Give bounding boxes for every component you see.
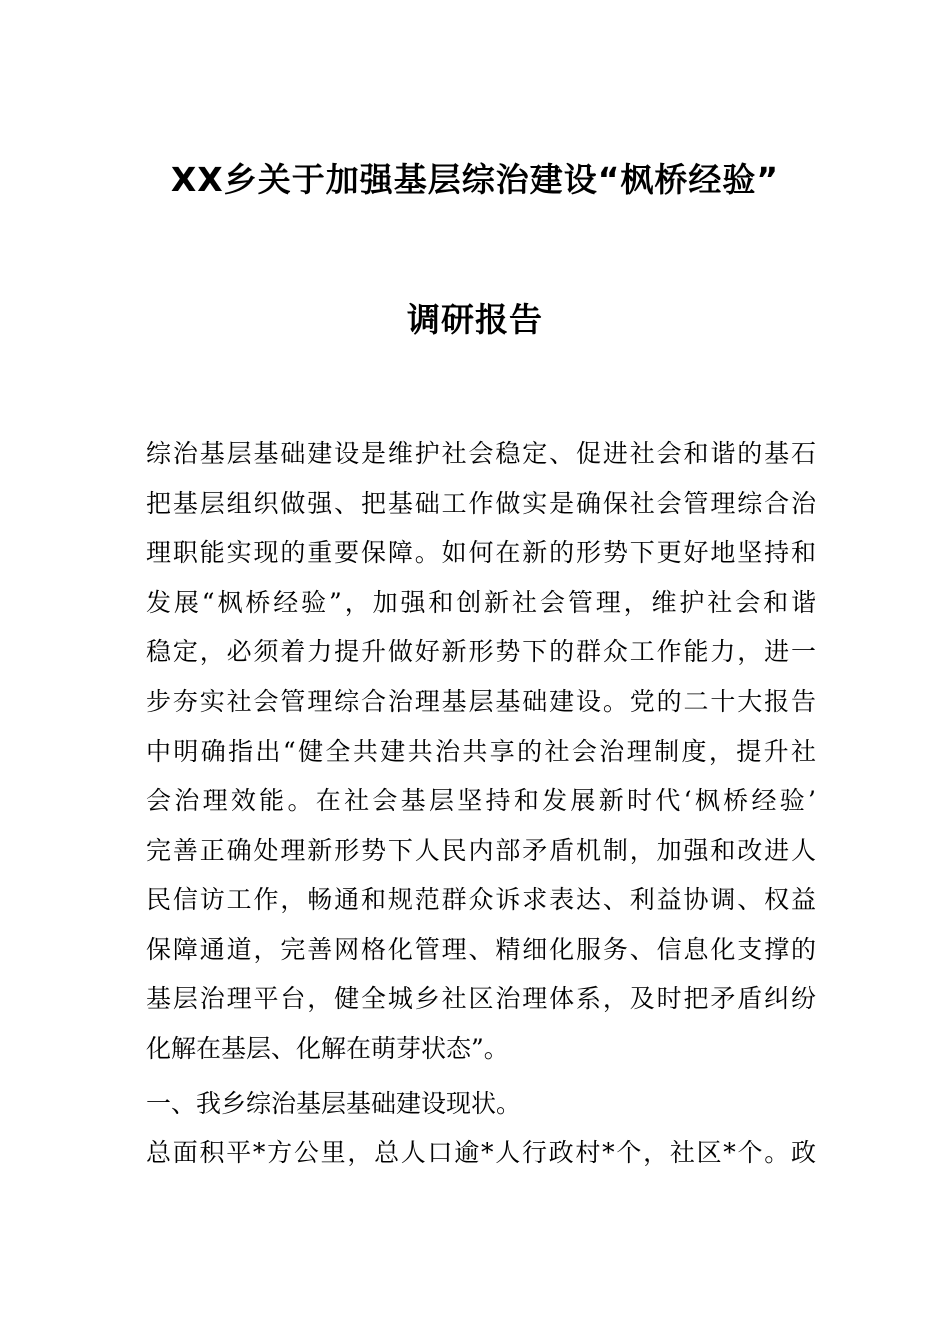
paragraph-line: 会治理效能。在社会基层坚持和发展新时代‘枫桥经验’ bbox=[146, 786, 816, 815]
paragraph-line: 保障通道，完善网格化管理、精细化服务、信息化支撑的 bbox=[146, 935, 816, 964]
paragraph-line: 中明确指出“健全共建共治共享的社会治理制度，提升社 bbox=[146, 737, 816, 766]
paragraph-line: 完善正确处理新形势下人民内部矛盾机制，加强和改进人 bbox=[146, 836, 816, 865]
paragraph-line: 化解在基层、化解在萌芽状态”。 bbox=[146, 1034, 509, 1063]
paragraph-line: 步夯实社会管理综合治理基层基础建设。党的二十大报告 bbox=[146, 687, 816, 716]
paragraph-line: 综治基层基础建设是维护社会稳定、促进社会和谐的基石 bbox=[146, 439, 816, 468]
section-paragraph-line: 总面积平*方公里，总人口逾*人行政村*个，社区*个。政 bbox=[146, 1138, 816, 1167]
document-title-line-2: 调研报告 bbox=[407, 300, 543, 339]
paragraph-line: 发展“枫桥经验”，加强和创新社会管理，维护社会和谐 bbox=[146, 588, 816, 617]
document-title-line-1: XX乡关于加强基层综治建设“枫桥经验” bbox=[170, 160, 780, 199]
paragraph-line: 稳定，必须着力提升做好新形势下的群众工作能力，进一 bbox=[146, 637, 816, 666]
paragraph-line: 把基层组织做强、把基础工作做实是确保社会管理综合治 bbox=[146, 489, 816, 518]
section-heading: 一、我乡综治基层基础建设现状。 bbox=[146, 1089, 522, 1118]
paragraph-line: 民信访工作，畅通和规范群众诉求表达、利益协调、权益 bbox=[146, 885, 816, 914]
paragraph-line: 理职能实现的重要保障。如何在新的形势下更好地坚持和 bbox=[146, 538, 816, 567]
paragraph-line: 基层治理平台，健全城乡社区治理体系，及时把矛盾纠纷 bbox=[146, 984, 816, 1013]
